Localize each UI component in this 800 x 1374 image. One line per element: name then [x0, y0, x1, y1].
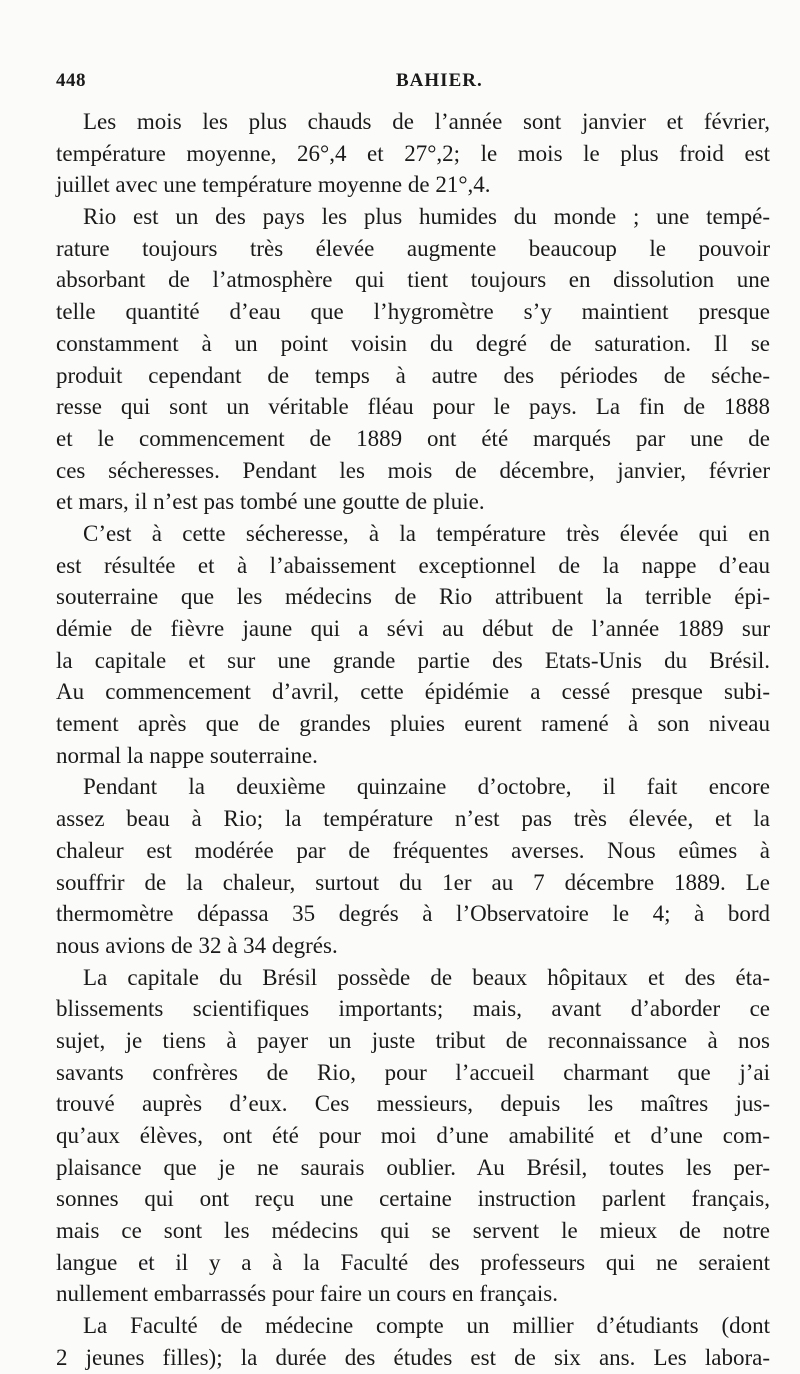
text-line: normal la nappe souterraine.: [56, 742, 318, 768]
text-line: nullement embarrassés pour faire un cours en français.: [56, 1281, 558, 1307]
text-line: absorbant de l’atmosphère qui tient toujours en dissolution une: [56, 267, 770, 293]
text-line: produit cependant de temps à autre des périodes de séche-: [56, 362, 770, 388]
text-line: Les mois les plus chauds de l’année sont janvier et février,: [83, 109, 770, 134]
body-text: [56, 106, 770, 1374]
text-line: et le commencement de 1889 ont été marqués par une de: [56, 425, 770, 451]
text-line: Au commencement d’avril, cette épidémie a cessé presque subi-: [56, 679, 770, 705]
running-head: BAHIER.: [396, 70, 483, 91]
text-line: rature toujours très élevée augmente beaucoup le pouvoir: [56, 235, 770, 261]
text-line: souffrir de la chaleur, surtout du 1er au 7 décembre 1889. Le: [56, 869, 770, 895]
text-line: assez beau à Rio; la température n’est pas très élevée, et la: [56, 806, 770, 832]
text-line: tement après que de grandes pluies eurent ramené à son niveau: [56, 711, 770, 737]
text-line: telle quantité d’eau que l’hygromètre s’y maintient presque: [56, 299, 770, 325]
text-line: Rio est un des pays les plus humides du monde ; une tempé-: [83, 204, 770, 230]
text-line: La Faculté de médecine compte un millier d’étudiants (dont: [83, 1313, 770, 1339]
text-line: plaisance que je ne saurais oublier. Au Brésil, toutes les per-: [56, 1154, 770, 1180]
page-number: 448: [56, 70, 86, 91]
text-line: constamment à un point voisin du degré de saturation. Il se: [56, 330, 770, 356]
text-line: démie de fièvre jaune qui a sévi au début de l’année 1889 sur: [56, 616, 770, 641]
text-line: La capitale du Brésil possède de beaux hôpitaux et des éta-: [83, 964, 770, 990]
text-line: trouvé auprès d’eux. Ces messieurs, depuis les maîtres jus-: [56, 1091, 770, 1117]
text-line: blissements scientifiques importants; mais, avant d’aborder ce: [56, 996, 770, 1022]
text-line: ces sécheresses. Pendant les mois de décembre, janvier, février: [56, 457, 770, 483]
text-line: langue et il y a à la Faculté des professeurs qui ne seraient: [56, 1249, 770, 1275]
text-line: la capitale et sur une grande partie des Etats-Unis du Brésil.: [56, 647, 770, 673]
page-header: [56, 66, 736, 94]
text-line: 2 jeunes filles); la durée des études est de six ans. Les labora-: [56, 1344, 770, 1370]
text-line: savants confrères de Rio, pour l’accueil charmant que j’ai: [56, 1059, 770, 1085]
text-line: nous avions de 32 à 34 degrés.: [56, 932, 338, 958]
text-line: qu’aux élèves, ont été pour moi d’une amabilité et d’une com-: [56, 1123, 770, 1148]
text-line: souterraine que les médecins de Rio attribuent la terrible épi-: [56, 584, 770, 610]
text-line: C’est à cette sécheresse, à la température très élevée qui en: [83, 520, 770, 546]
text-line: est résultée et à l’abaissement exceptionnel de la nappe d’eau: [56, 552, 770, 578]
text-line: mais ce sont les médecins qui se servent le mieux de notre: [56, 1218, 770, 1244]
text-line: juillet avec une température moyenne de 21°,4.: [56, 172, 491, 198]
text-line: température moyenne, 26°,4 et 27°,2; le mois le plus froid est: [56, 140, 770, 166]
text-line: chaleur est modérée par de fréquentes averses. Nous eûmes à: [56, 837, 770, 863]
text-line: thermomètre dépassa 35 degrés à l’Observatoire le 4; à bord: [56, 901, 770, 927]
text-line: et mars, il n’est pas tombé une goutte de pluie.: [56, 489, 485, 515]
text-line: sujet, je tiens à payer un juste tribut de reconnaissance à nos: [56, 1027, 770, 1053]
text-line: Pendant la deuxième quinzaine d’octobre, il fait encore: [83, 774, 770, 800]
text-line: resse qui sont un véritable fléau pour le pays. La fin de 1888: [56, 394, 770, 420]
text-line: sonnes qui ont reçu une certaine instruction parlent français,: [56, 1186, 770, 1212]
